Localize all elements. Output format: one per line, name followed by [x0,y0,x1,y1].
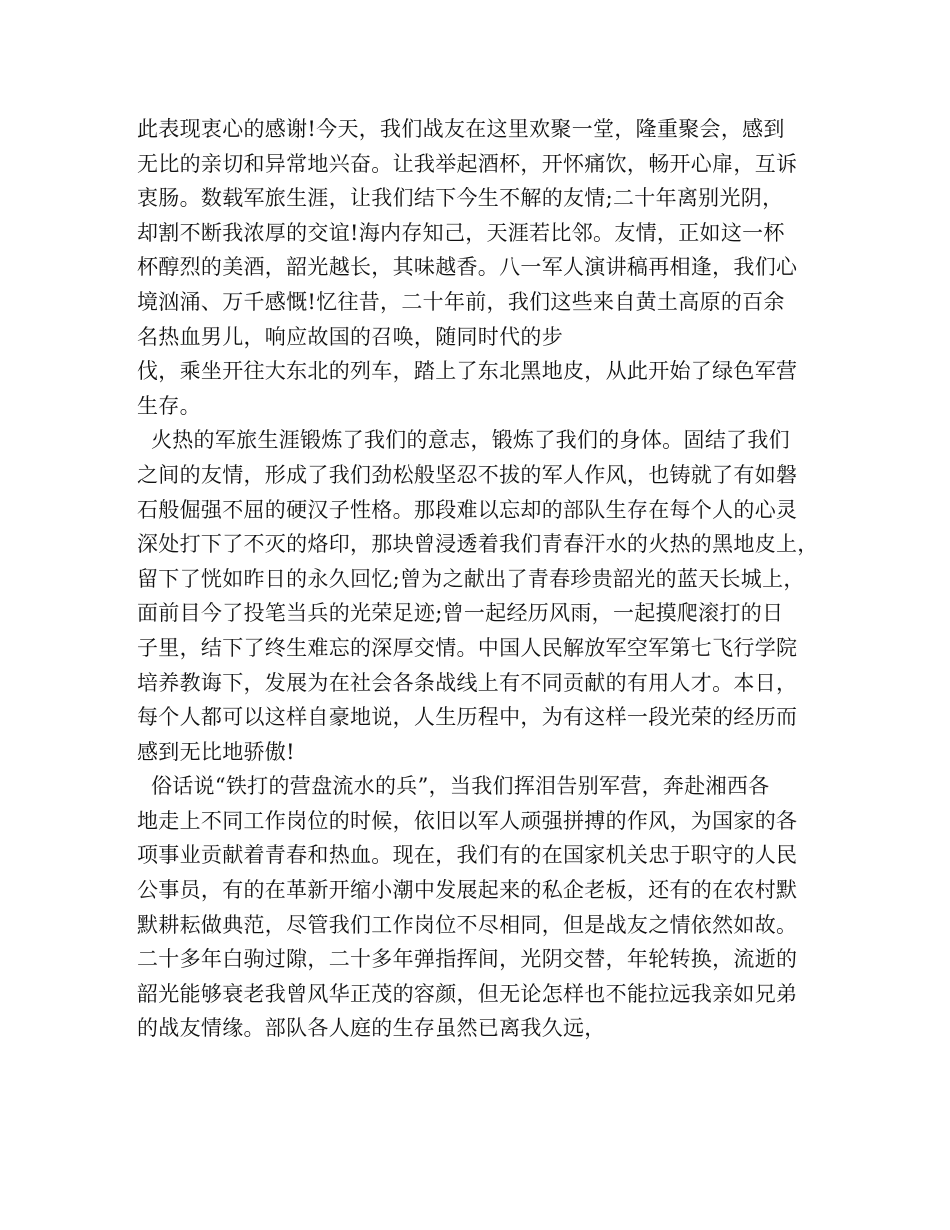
text-line: 却割不断我浓厚的交谊!海内存知己，天涯若比邻。友情，正如这一杯 [137,220,785,245]
text-line: 子里，结下了终生难忘的深厚交情。中国人民解放军空军第七飞行学院 [137,635,798,660]
text-line: 公事员，有的在革新开缩小潮中发展起来的私企老板，还有的在农村默 [137,878,798,903]
text-line: 留下了恍如昨日的永久回忆;曾为之献出了青春珍贵韶光的蓝天长城上， [137,566,805,591]
text-line: 默耕耘做典范，尽管我们工作岗位不尽相同，但是战友之情依然如故。 [137,912,798,937]
text-line: 二十多年白驹过隙，二十多年弹指挥间，光阴交替，年轮转换，流逝的 [137,947,798,972]
text-line: 感到无比地骄傲! [137,739,295,764]
text-line: 衷肠。数载军旅生涯，让我们结下今生不解的友情;二十年离别光阴， [137,186,784,211]
text-line: 培养教诲下，发展为在社会各条战线上有不同贡献的有用人才。本日， [137,670,798,695]
text-line: 伐，乘坐开往大东北的列车，踏上了东北黑地皮，从此开始了绿色军营 [137,359,798,384]
text-line: 每个人都可以这样自豪地说，人生历程中，为有这样一段光荣的经历而 [137,705,798,730]
text-line: 杯醇烈的美酒，韶光越长，其味越香。八一军人演讲稿再相逢，我们心 [137,255,798,280]
text-line: 项事业贡献着青春和热血。现在，我们有的在国家机关忠于职守的人民 [137,843,798,868]
text-line: 境汹涌、万千感慨!忆往昔，二十年前，我们这些来自黄土高原的百余 [137,289,785,314]
text-line: 的战友情缘。部队各人庭的生存虽然已离我久远， [137,1016,606,1041]
text-line: 名热血男儿，响应故国的召唤，随同时代的步 [137,324,563,349]
text-line: 石般倔强不屈的硬汉子性格。那段难以忘却的部队生存在每个人的心灵 [137,497,798,522]
text-line: 火热的军旅生涯锻炼了我们的意志，锻炼了我们的身体。固结了我们 [137,428,790,453]
text-line: 之间的友情，形成了我们劲松般坚忍不拔的军人作风，也铸就了有如磐 [137,462,798,487]
document-body [137,112,837,1046]
text-line: 生存。 [137,393,201,418]
text-line: 无比的亲切和异常地兴奋。让我举起酒杯，开怀痛饮，畅开心扉，互诉 [137,151,798,176]
text-line: 此表现衷心的感谢!今天，我们战友在这里欢聚一堂，隆重聚会，感到 [137,117,785,141]
text-line: 俗话说“铁打的营盘流水的兵”，当我们挥泪告别军营，奔赴湘西各 [137,774,770,799]
text-line: 地走上不同工作岗位的时候，依旧以军人顽强拼搏的作风，为国家的各 [137,808,798,833]
text-line: 韶光能够衰老我曾风华正茂的容颜，但无论怎样也不能拉远我亲如兄弟 [137,981,798,1006]
text-line: 深处打下了不灭的烙印，那块曾浸透着我们青春汗水的火热的黑地皮上， [137,532,819,557]
text-line: 面前目今了投笔当兵的光荣足迹;曾一起经历风雨，一起摸爬滚打的日 [137,601,784,626]
